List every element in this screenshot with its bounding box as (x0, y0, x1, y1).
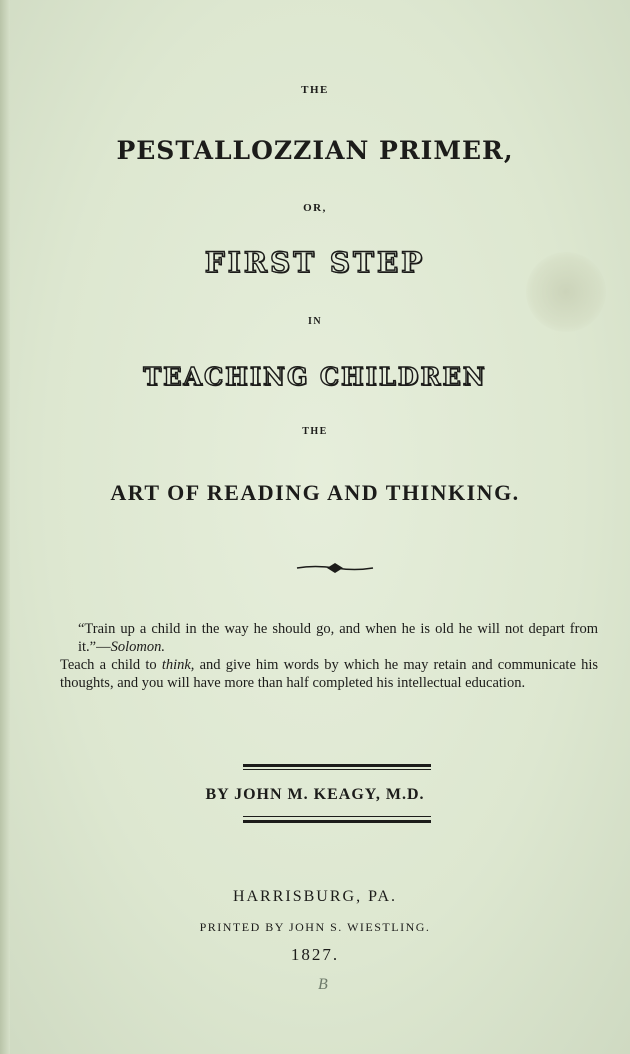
first-step-heading: FIRST STEP (204, 246, 426, 279)
epigraph-teach (60, 656, 598, 692)
word-the-top: THE (301, 84, 329, 96)
ornament-divider-icon (295, 560, 375, 576)
teaching-children-heading: TEACHING CHILDREN (143, 362, 487, 391)
rule-lower-thick (243, 820, 431, 823)
word-the-mid: THE (302, 426, 328, 437)
epigraph-teach-b: and give him words by which he may retain and communicate his thoughts, and you will have more than half completed his intellectual education. (60, 657, 598, 691)
imprint-printer: PRINTED BY JOHN S. WIESTLING. (199, 920, 431, 934)
rule-upper-thick (243, 764, 431, 767)
word-in: IN (307, 316, 323, 327)
shelf-mark: B (318, 976, 328, 993)
imprint-year: 1827. (290, 945, 340, 964)
imprint-city: HARRISBURG, PA. (232, 888, 398, 905)
epigraph-quote: “Train up a child in the way he should go, and when he is old he will not depart from it.”— (78, 621, 598, 655)
epigraph-teach-em: think, (161, 657, 195, 673)
author-line: BY JOHN M. KEAGY, M.D. (205, 786, 425, 803)
epigraph-teach-a: Teach a child to (60, 657, 162, 673)
word-or: OR, (303, 202, 327, 214)
rule-lower-thin (243, 816, 431, 817)
main-title: PESTALLOZZIAN PRIMER, (116, 136, 514, 165)
rule-upper-thin (243, 769, 431, 770)
epigraph-solomon (78, 620, 598, 656)
art-of-reading-heading: ART OF READING AND THINKING. (110, 480, 520, 505)
epigraph-block (60, 620, 598, 692)
epigraph-attribution: Solomon. (110, 639, 165, 655)
